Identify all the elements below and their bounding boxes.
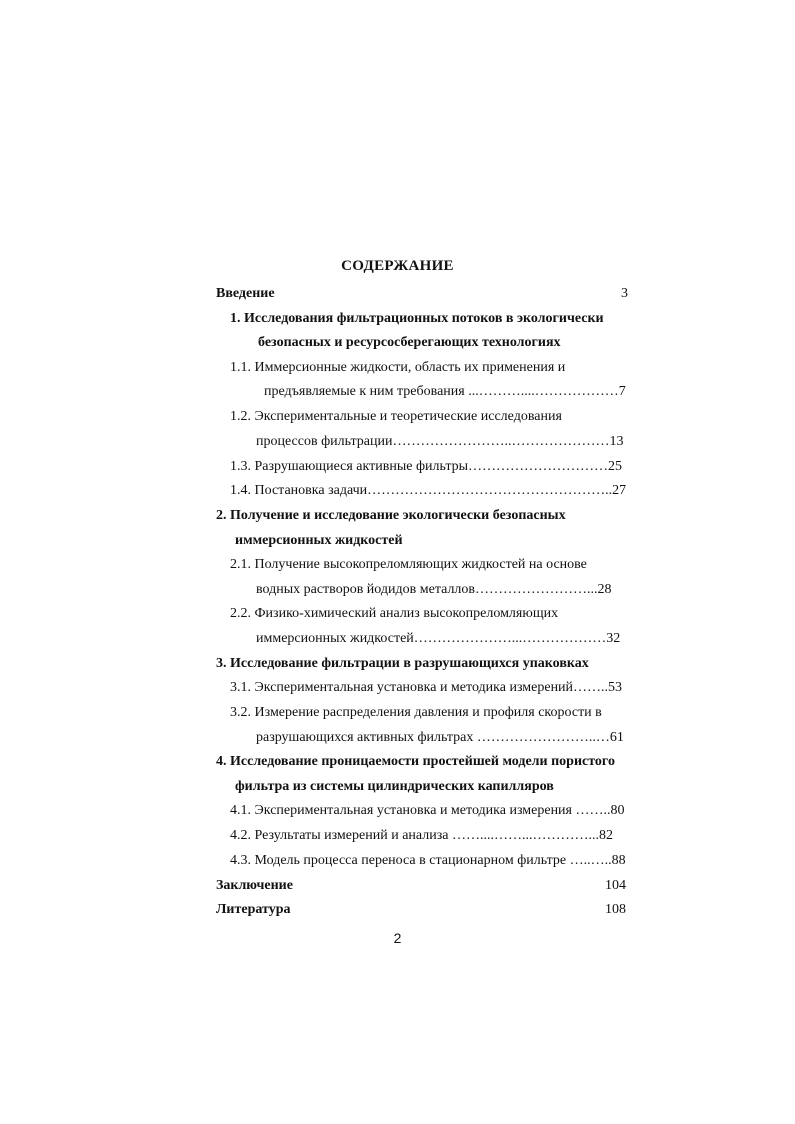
toc-section-1-2-line-1: 1.2. Экспериментальные и теоретические исследования (230, 409, 562, 424)
toc-section-1-3: 1.3. Разрушающиеся активные фильтры…………………………25 (230, 459, 623, 474)
toc-literature-label: Литература (216, 902, 291, 917)
toc-title: СОДЕРЖАНИЕ (341, 258, 454, 274)
toc-section-1-1-line-2: предъявляемые к ним требования ...………....………………7 (264, 384, 626, 399)
toc-conclusion-label: Заключение (216, 878, 293, 893)
toc-section-1-2-line-2: процессов фильтрации……………………..…………………13 (256, 434, 624, 449)
toc-section-3-2-line-1: 3.2. Измерение распределения давления и профиля скорости в (230, 705, 602, 720)
toc-section-3-1: 3.1. Экспериментальная установка и методика измерений……..53 (230, 680, 623, 695)
toc-section-4-2: 4.2. Результаты измерений и анализа ……....……...…………...82 (230, 828, 613, 843)
toc-literature-page: 108 (605, 902, 626, 917)
toc-intro-label: Введение (216, 286, 275, 301)
toc-chapter-4-line-1: 4. Исследование проницаемости простейшей модели пористого (216, 754, 615, 769)
toc-chapter-4-line-2: фильтра из системы цилиндрических капилляров (235, 779, 554, 794)
toc-section-2-1-line-1: 2.1. Получение высокопреломляющих жидкостей на основе (230, 557, 587, 572)
toc-section-1-4: 1.4. Постановка задачи……………………………………………..27 (230, 483, 627, 498)
toc-chapter-1-line-1: 1. Исследования фильтрационных потоков в экологически (230, 311, 604, 326)
toc-conclusion-page: 104 (605, 878, 626, 893)
toc-section-2-1-line-2: водных растворов йодидов металлов……………………...28 (256, 582, 612, 597)
toc-chapter-1-line-2: безопасных и ресурсосберегающих технологиях (258, 335, 561, 350)
toc-section-4-3: 4.3. Модель процесса переноса в стационарном фильтре …..…..88 (230, 853, 626, 868)
toc-section-3-2-line-2: разрушающихся активных фильтрах ……………………..…61 (256, 730, 624, 745)
toc-section-4-1: 4.1. Экспериментальная установка и методика измерения ……..80 (230, 803, 625, 818)
toc-chapter-2-line-2: иммерсионных жидкостей (235, 533, 403, 548)
toc-chapter-2-line-1: 2. Получение и исследование экологически безопасных (216, 508, 566, 523)
toc-chapter-3: 3. Исследование фильтрации в разрушающихся упаковках (216, 656, 589, 671)
toc-section-1-1-line-1: 1.1. Иммерсионные жидкости, область их применения и (230, 360, 566, 375)
page-number: 2 (393, 930, 402, 946)
toc-section-2-2-line-2: иммерсионных жидкостей…………………...………………32 (256, 631, 621, 646)
toc-intro-page: 3 (621, 286, 628, 301)
toc-section-2-2-line-1: 2.2. Физико-химический анализ высокопреломляющих (230, 606, 559, 621)
